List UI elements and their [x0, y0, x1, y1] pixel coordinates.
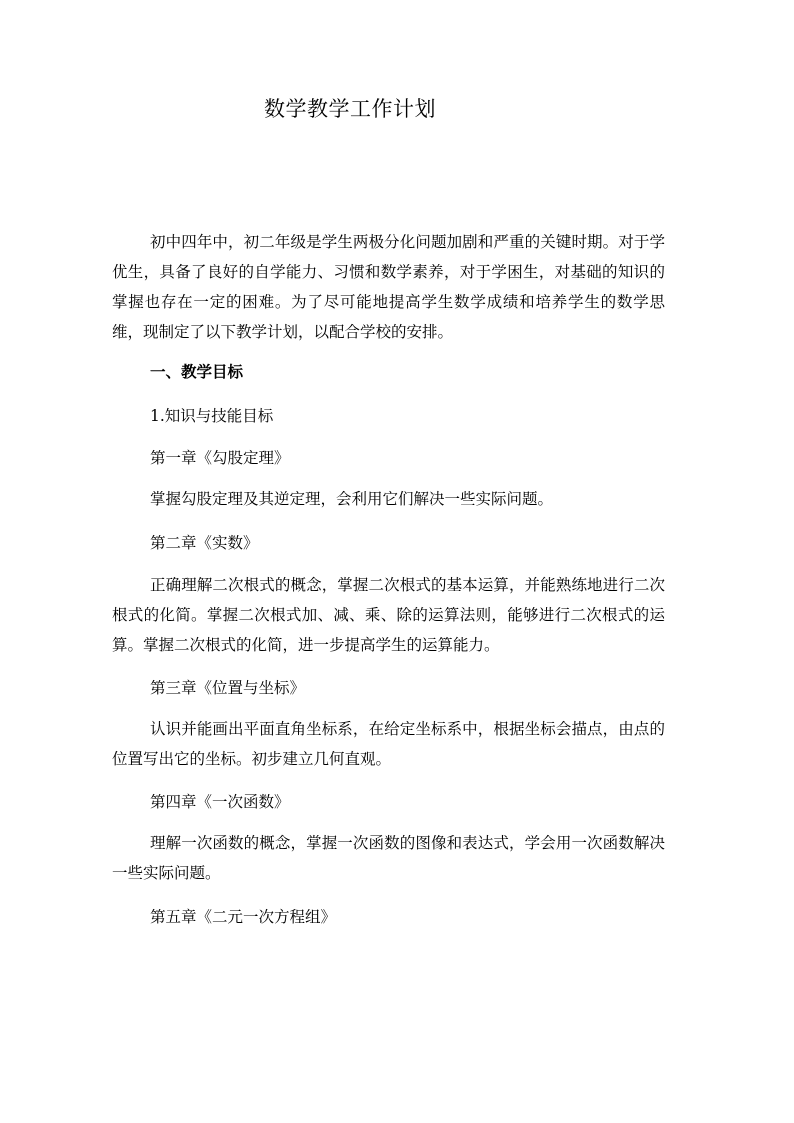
chapter-paragraph-2: 正确理解二次根式的概念，掌握二次根式的基本运算，并能熟练地进行二次根式的化简。掌握二次根式加、减、乘、除的运算法则，能够进行二次根式的运算。掌握二次根式的化简，进一步提高学生的运算能力。 [112, 576, 665, 654]
chapter-heading-2: 第二章《实数》 [150, 534, 259, 552]
chapter-paragraph-1: 掌握勾股定理及其逆定理，会利用它们解决一些实际问题。 [150, 490, 554, 508]
chapter-heading-1: 第一章《勾股定理》 [150, 449, 290, 467]
subsection-heading-knowledge-skills: 1.知识与技能目标 [150, 407, 274, 425]
document-title: 数学教学工作计划 [264, 97, 436, 121]
chapter-paragraph-3: 认识并能画出平面直角坐标系，在给定坐标系中，根据坐标会描点，由点的位置写出它的坐标。初步建立几何直观。 [112, 720, 665, 768]
chapter-heading-3: 第三章《位置与坐标》 [150, 679, 306, 697]
chapter-heading-5: 第五章《二元一次方程组》 [150, 908, 337, 926]
intro-paragraph: 初中四年中，初二年级是学生两极分化问题加剧和严重的关键时期。对于学优生，具备了良好的自学能力、习惯和数学素养，对于学困生，对基础的知识的掌握也存在一定的困难。为了尽可能地提高学生数学成绩和培养学生的数学思维，现制定了以下教学计划，以配合学校的安排。 [112, 233, 665, 341]
section-heading-teaching-goals: 一、教学目标 [150, 362, 244, 381]
chapter-paragraph-4: 理解一次函数的概念，掌握一次函数的图像和表达式，学会用一次函数解决一些实际问题。 [112, 834, 665, 882]
chapter-heading-4: 第四章《一次函数》 [150, 793, 290, 811]
